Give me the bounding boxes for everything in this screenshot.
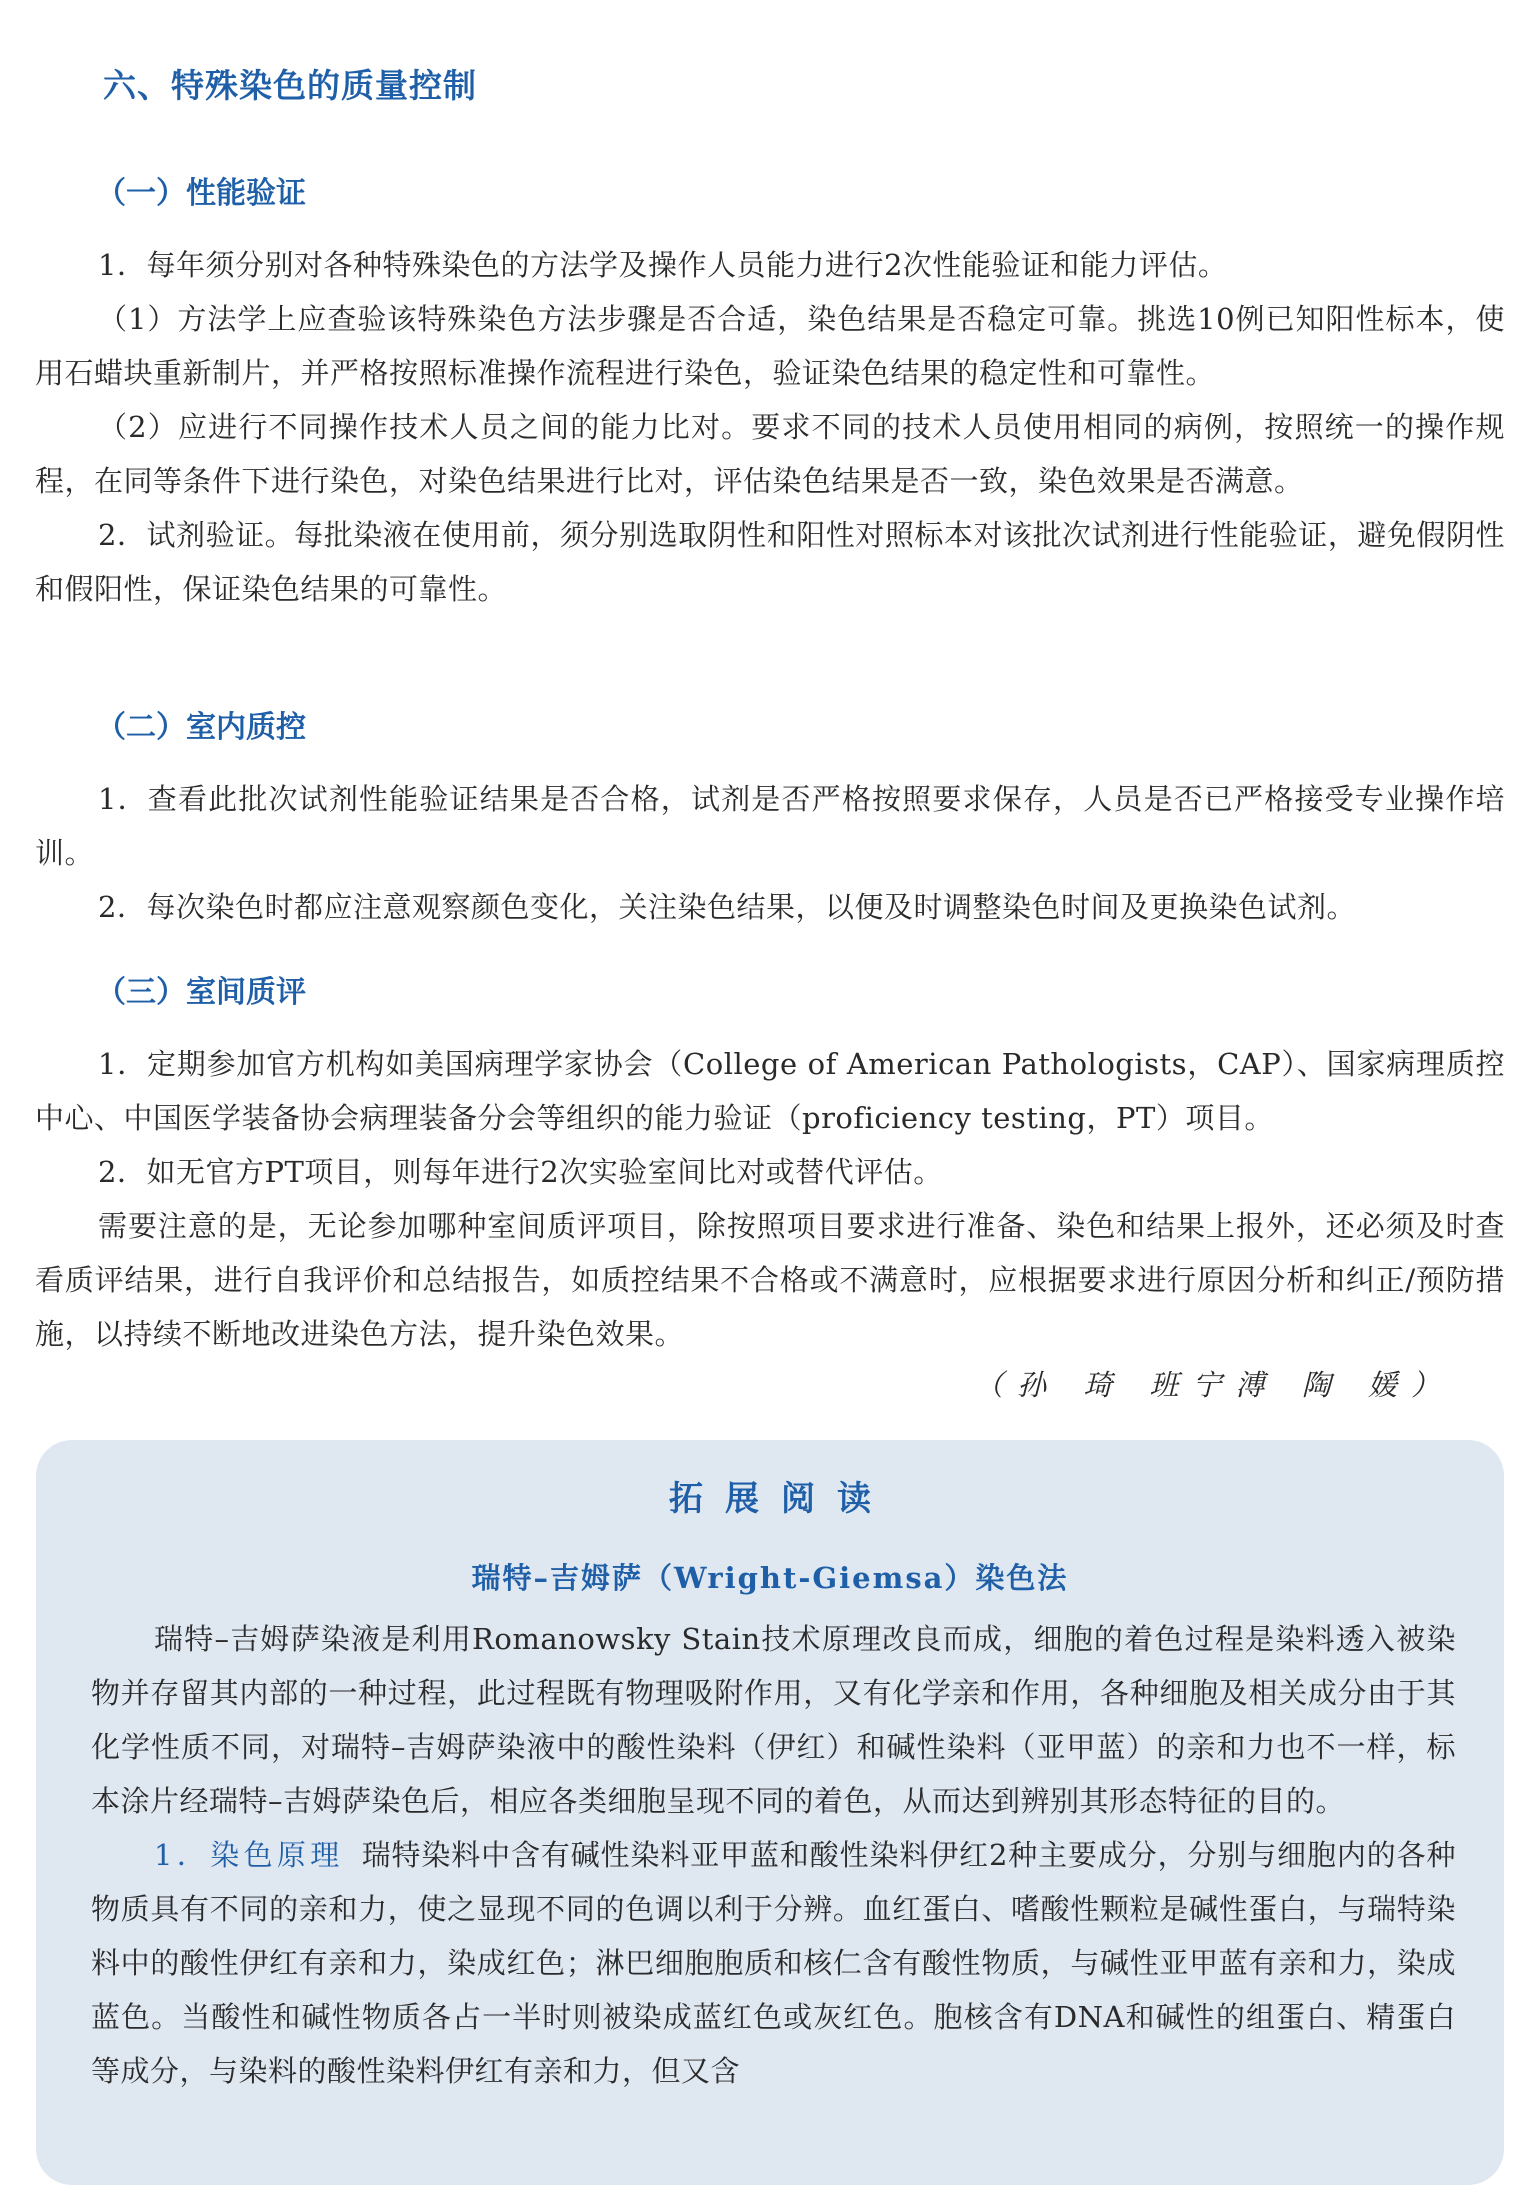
- paragraph: [91, 1828, 1456, 2098]
- staining-principle-label: 1．染色原理: [154, 1838, 344, 1872]
- performance-body: [35, 238, 1505, 616]
- internal-qc-body: [35, 772, 1505, 934]
- paragraph: 2．每次染色时都应注意观察颜色变化，关注染色结果，以便及时调整染色时间及更换染色试剂。: [98, 890, 1356, 924]
- internal-qc-heading: （二）室内质控: [96, 710, 306, 745]
- external-qa-body: [35, 1037, 1505, 1361]
- paragraph: 1．每年须分别对各种特殊染色的方法学及操作人员能力进行2次性能验证和能力评估。: [98, 248, 1228, 282]
- author-credits: （孙 琦 班宁溥 陶 媛）: [974, 1368, 1454, 1402]
- performance-heading: （一）性能验证: [96, 176, 306, 211]
- paragraph: （2）应进行不同操作技术人员之间的能力比对。要求不同的技术人员使用相同的病例，按照统一的操作规程，在同等条件下进行染色，对染色结果进行比对，评估染色结果是否一致，染色效果是否满意。: [35, 410, 1505, 498]
- paragraph: 1．定期参加官方机构如美国病理学家协会（College of American Pathologists，CAP）、国家病理质控中心、中国医学装备协会病理装备分会等组织的能力验证（proficiency testing，PT）项目。: [35, 1047, 1505, 1135]
- paragraph: 2．如无官方PT项目，则每年进行2次实验室间比对或替代评估。: [98, 1155, 943, 1189]
- section-title: 六、特殊染色的质量控制: [103, 66, 477, 105]
- paragraph: 1．查看此批次试剂性能验证结果是否合格，试剂是否严格按照要求保存，人员是否已严格接受专业操作培训。: [35, 782, 1505, 870]
- extended-reading-box: [36, 1440, 1504, 2185]
- extended-reading-subheading: 瑞特–吉姆萨（Wright-Giemsa）染色法: [471, 1561, 1069, 1595]
- staining-principle-text: 瑞特染料中含有碱性染料亚甲蓝和酸性染料伊红2种主要成分，分别与细胞内的各种物质具有不同的亲和力，使之显现不同的色调以利于分辨。血红蛋白、嗜酸性颗粒是碱性蛋白，与瑞特染料中的酸性伊红有亲和力，染成红色；淋巴细胞胞质和核仁含有酸性物质，与碱性亚甲蓝有亲和力，染成蓝色。当酸性和碱性物质各占一半时则被染成蓝红色或灰红色。胞核含有DNA和碱性的组蛋白、精蛋白等成分，与染料的酸性染料伊红有亲和力，但又含: [91, 1838, 1457, 2088]
- paragraph: 瑞特–吉姆萨染液是利用Romanowsky Stain技术原理改良而成，细胞的着色过程是染料透入被染物并存留其内部的一种过程，此过程既有物理吸附作用，又有化学亲和作用，各种细胞及相关成分由于其化学性质不同，对瑞特–吉姆萨染液中的酸性染料（伊红）和碱性染料（亚甲蓝）的亲和力也不一样，标本涂片经瑞特–吉姆萨染色后，相应各类细胞呈现不同的着色，从而达到辨别其形态特征的目的。: [91, 1622, 1456, 1818]
- external-qa-heading: （三）室间质评: [96, 975, 306, 1010]
- paragraph: 需要注意的是，无论参加哪种室间质评项目，除按照项目要求进行准备、染色和结果上报外，还必须及时查看质评结果，进行自我评价和总结报告，如质控结果不合格或不满意时，应根据要求进行原因分析和纠正/预防措施，以持续不断地改进染色方法，提升染色效果。: [35, 1209, 1505, 1351]
- extended-reading-heading: 拓展阅读: [669, 1479, 893, 1519]
- extended-reading-body: [91, 1612, 1456, 2098]
- paragraph: 2．试剂验证。每批染液在使用前，须分别选取阴性和阳性对照标本对该批次试剂进行性能验证，避免假阴性和假阳性，保证染色结果的可靠性。: [35, 518, 1505, 606]
- paragraph: （1）方法学上应查验该特殊染色方法步骤是否合适，染色结果是否稳定可靠。挑选10例已知阳性标本，使用石蜡块重新制片，并严格按照标准操作流程进行染色，验证染色结果的稳定性和可靠性。: [35, 302, 1505, 390]
